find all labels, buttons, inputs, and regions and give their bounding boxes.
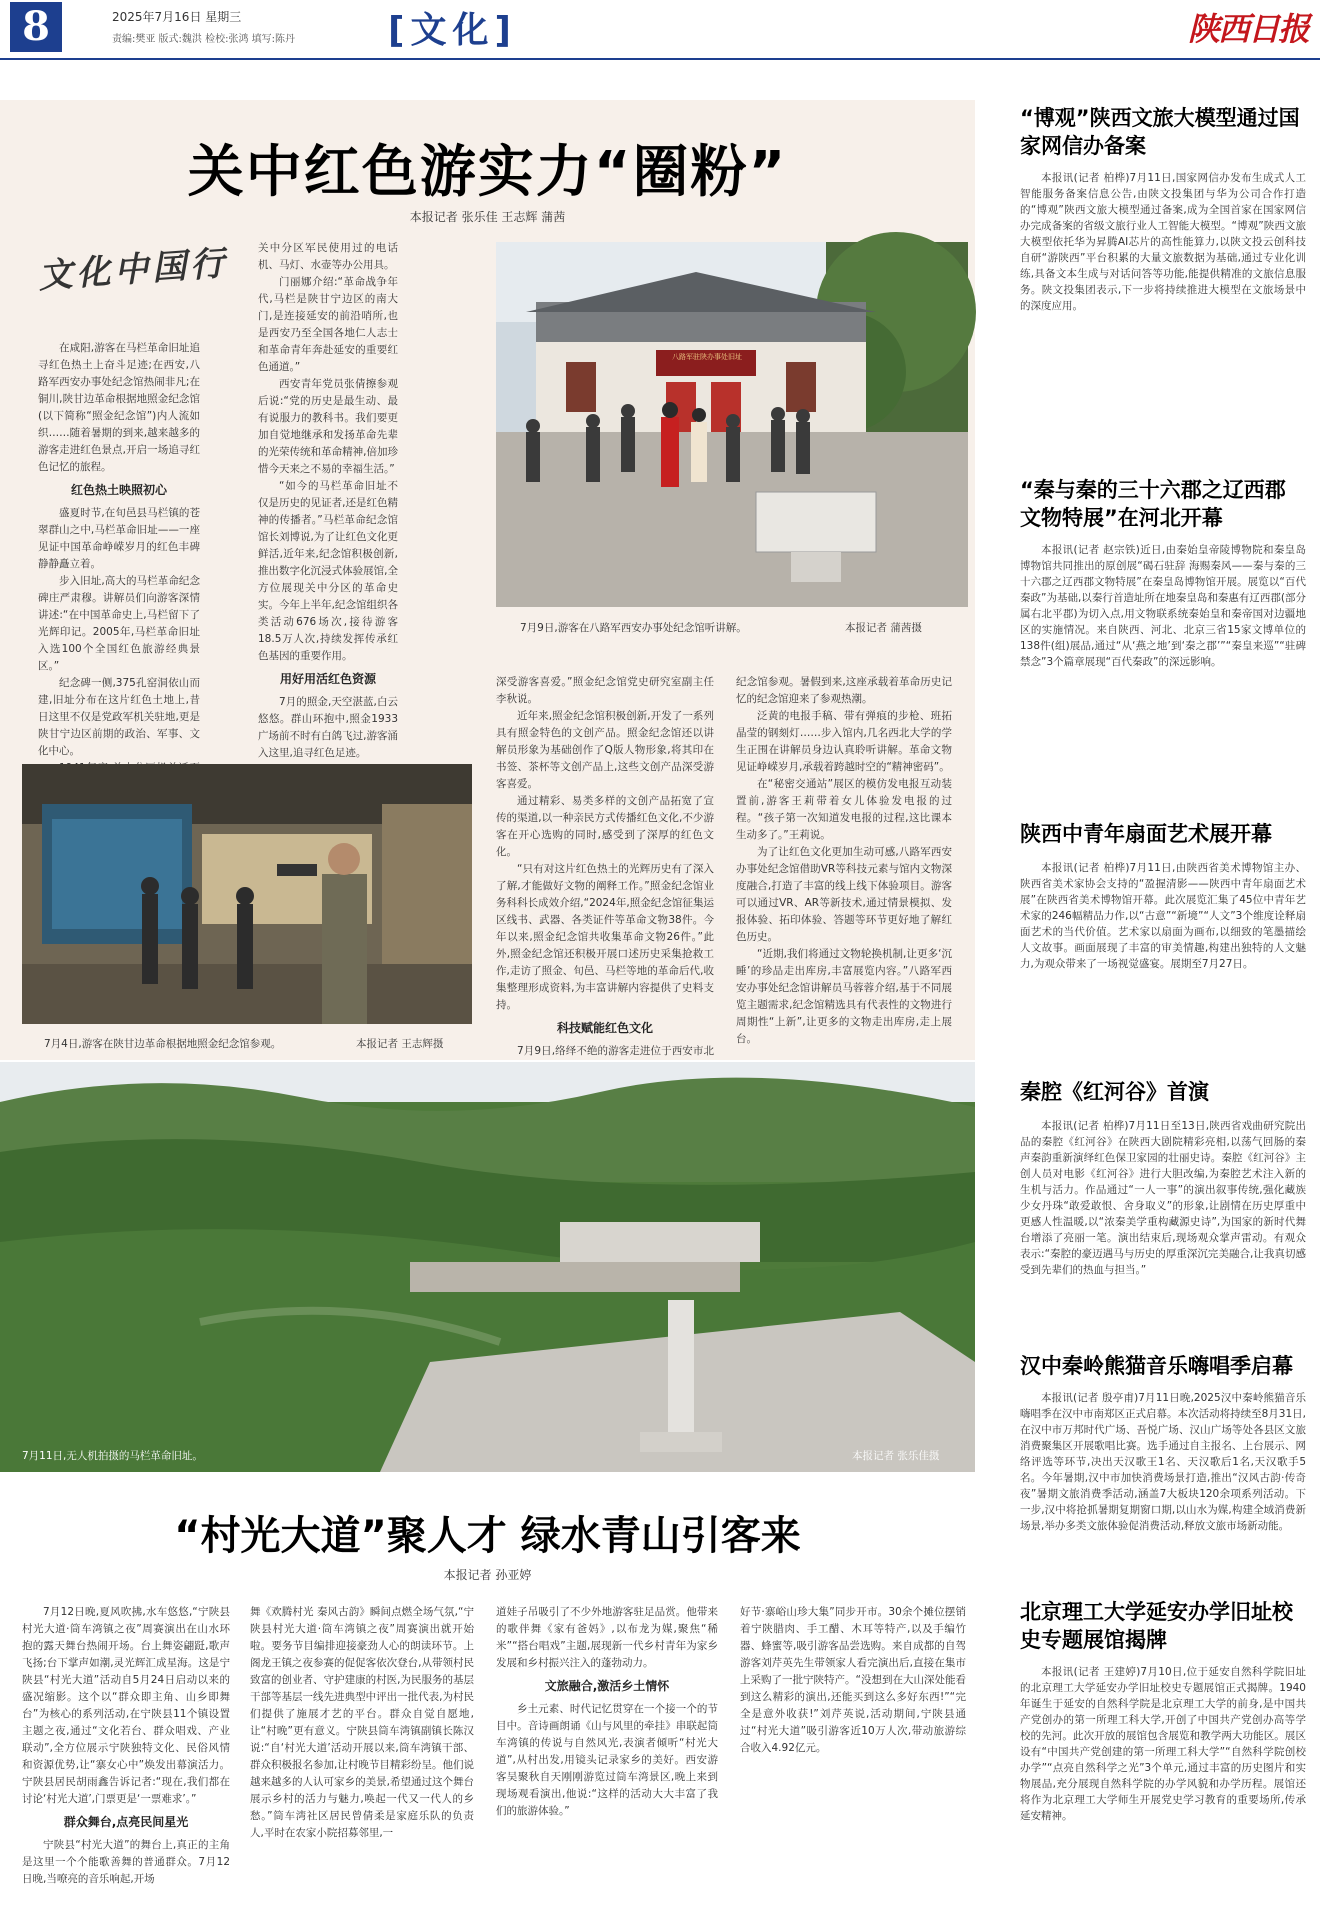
paragraph: 在“秘密交通站”展区的模仿发电报互动装置前,游客王莉带着女儿体验发电报的过程。“孩子第一次知道发电报的过程,这比课本生动多了。”王莉说。 [736, 778, 952, 841]
sidebar-story [1020, 1352, 1306, 1602]
sidebar-story-title: 北京理工大学延安办学旧址校史专题展馆揭牌 [1020, 1600, 1293, 1652]
paragraph: 近年来,照金纪念馆积极创新,开发了一系列具有照金特色的文创产品。照金纪念馆还以讲解员形象为基础创作了Q版人物形象,将其印在书签、茶杯等文创产品上,这些文创产品深受游客喜爱。 [496, 710, 714, 790]
sidebar-story [1020, 820, 1306, 1076]
paragraph: 道娃子吊吸引了不少外地游客驻足品赏。他带来的歌伴舞《家有爸妈》,以布龙为媒,聚焦“稀米”“搭台唱戏”主题,展现新一代乡村青年为家乡发展和乡村振兴注入的蓬勃动力。 [496, 1606, 718, 1669]
paragraph: 通过精彩、易类多样的文创产品拓宽了宣传的渠道,以一种亲民方式传播红色文化,不少游客在开心选购的同时,感受到了深厚的红色文化。 [496, 795, 714, 858]
page-number: 8 [10, 2, 62, 52]
paragraph: 7月12日晚,夏风吹拂,水车悠悠,“宁陕县村光大道·筒车湾镇之夜”周赛演出在山水环抱的露天舞台热闹开场。台上舞姿翩跹,歌声飞扬;台下掌声如潮,灵光辉汇成星海。这是宁陕县“村光大道”活动自5月24日启动以来的盛况缩影。这个以“群众即主角、山乡即舞台”为核心的系列活动,在宁陕县11个镇设置主题之夜,通过“文化若台、群众唱戏、产业联动”,全方位展示宁陕独特文化、民俗风情和资源优势,让“寨女心中”焕发出幕演活力。宁陕县居民胡雨鑫告诉记者:“现在,我们都在讨论‘村光大道’,门票更是‘一票难求’。” [22, 1606, 230, 1805]
editor-credits: 责编:樊亚 版式:魏洪 检校:张鸿 填写:陈丹 [112, 34, 296, 45]
photo1-credit: 本报记者 蒲茜摄 [845, 622, 922, 634]
paragraph: 7月9日,络绎不绝的游客走进位于西安市北 [517, 1045, 714, 1057]
sidebar-story-body: 本报讯(记者 王建婷)7月10日,位于延安自然科学院旧址的北京理工大学延安办学旧址校史专题展馆正式揭牌。1940年诞生于延安的自然科学院是北京理工大学的前身,是中国共产党创办的第一所理工科大学,开创了中国共产党创办高等学校的先河。此次开放的展馆包含展览和教学两大功能区。展区设有“中国共产党创建的第一所理工科大学”“自然科学院创校办学”“点亮自然科学之光”3个单元,通过丰富的历史图片和实物展品,充分展现自然科学院的办学风貌和办学历程。展馆还将作为北京理工大学师生开展党史学习教育的重要场所,传承延安精神。 [1020, 1666, 1306, 1822]
paragraph: 纪念碑一侧,375孔窑洞依山而建,旧址分布在这片红色土地上,昔日这里不仅是党政军机关驻地,更是陕甘宁边区前期的政治、军事、文化中心。 [38, 677, 200, 757]
article2-column-1 [22, 1604, 230, 1912]
paragraph: “如今的马栏革命旧址不仅是历史的见证者,还是红色精神的传播者。”马栏革命纪念馆馆长刘博说,为了让红色文化更鲜活,近年来,纪念馆积极创新,推出数字化沉浸式体验展馆,全方位展现关中分区的革命史实。今年上半年,纪念馆组织各类活动676场次,接待游客18.5万人次,持续发挥传承红色基因的重要作用。 [258, 480, 398, 662]
sidebar-story [1020, 104, 1306, 410]
sidebar-story-title: “秦与秦的三十六郡之辽西郡文物特展”在河北开幕 [1020, 478, 1286, 530]
sidebar-story-title: 汉中秦岭熊猫音乐嗨唱季启幕 [1020, 1354, 1293, 1378]
article2-column-2 [250, 1604, 474, 1912]
sidebar-story-title: “博观”陕西文旅大模型通过国家网信办备案 [1020, 106, 1300, 158]
subheading: 文旅融合,激活乡土情怀 [544, 1679, 670, 1693]
paragraph: 在咸阳,游客在马栏革命旧址追寻红色热土上奋斗足迹;在西安,八路军西安办事处纪念馆热闹非凡;在铜川,陕甘边革命根据地照金纪念馆(以下简称“照金纪念馆”)内人流如织……随着暑期的到来,越来越多的游客走进红色景点,开启一场追寻红色记忆的旅程。 [38, 342, 200, 473]
subheading: 红色热土映照初心 [70, 483, 167, 497]
article1-column-2 [258, 240, 398, 759]
paragraph: 舞《欢腾村光 秦风古韵》瞬间点燃全场气氛,“宁陕县村光大道·筒车湾镇之夜”周赛演出就开始啦。要务节目编排迎接豪劲人心的朗读环节。上阁龙王镇之夜参赛的促促客依次登台,从带领村民致富的创业者、守护建康的村医,为民服务的基层干部等基层一线先进典型中评出一批代表,为村民们提供了施展才艺的平台。群众自觉自愿地,让“村晚”更有意义。宁陕县筒车湾镇副镇长陈汉说:“自‘村光大道’活动开展以来,筒车湾镇干部、群众积极报名参加,让村晚节目精彩纷呈。他们说越来越多的人认可家乡的美景,希望通过这个舞台展示乡村的活力与魅力,唤起一代又一代人的乡愁。”筒车湾社区居民曾倩柔是家庭乐队的负责人,平时在农家小院招募邻里,一 [250, 1606, 474, 1839]
subheading: 群众舞台,点亮民间星光 [63, 1815, 189, 1829]
sidebar-story [1020, 476, 1306, 788]
sidebar-story [1020, 1078, 1306, 1342]
article2-headline: “村光大道”聚人才 绿水青山引客来 [174, 1513, 801, 1559]
sidebar-story-title: 陕西中青年扇面艺术展开幕 [1020, 822, 1272, 846]
sidebar-story-body: 本报讯(记者 殷亭甫)7月11日晚,2025汉中秦岭熊猫音乐嗨唱季在汉中市南郑区正式启幕。本次活动将持续至8月31日,在汉中市万邦时代广场、吾悦广场、汉山广场等处各县区文旅消费聚集区开展歌唱比赛。选手通过自主报名、上台展示、网络评选等环节,决出天汉歌王1名、天汉歌后1名,天汉歌手5名。今年暑期,汉中市加快消费场景打造,推出“汉风古韵·传奇夜”暑期文旅消费季活动,涵盖7大板块120余项系列活动。下一步,汉中将抢抓暑期复期窗口期,以山水为媒,构建全域消费新场景,举办多类文旅体验促消费活动,释放文旅市场新动能。 [1020, 1392, 1306, 1532]
article2-column-3 [496, 1604, 718, 1912]
subheading: 用好用活红色资源 [279, 672, 376, 686]
paragraph: 步入旧址,高大的马栏革命纪念碑庄严肃穆。讲解员们向游客深情讲述:“在中国革命史上,马栏留下了光辉印记。2005年,马栏革命旧址入选100个全国红色旅游经典景区。” [38, 575, 200, 672]
article1-headline: 关中红色游实力“圈粉” [187, 140, 788, 205]
photo-museum-interior [22, 764, 472, 1024]
photo2-credit: 本报记者 王志辉摄 [356, 1038, 444, 1050]
paragraph: 纪念馆参观。暑假到来,这座承载着革命历史记忆的纪念馆迎来了参观热潮。 [736, 676, 952, 705]
paragraph: 关中分区军民使用过的电话机、马灯、水壶等办公用具。 [258, 242, 398, 271]
paper-logo: 陕西日报 [1188, 10, 1309, 48]
paragraph: 7月的照金,天空湛蓝,白云悠悠。群山环抱中,照金1933广场前不时有白鸽飞过,游客涌入这里,追寻红色足迹。 [258, 696, 398, 759]
paragraph: 西安青年党员张倩擦参观后说:“党的历史是最生动、最有说服力的教科书。我们要更加自觉地继承和发扬革命先辈的光荣传统和革命精神,倍加珍惜今天来之不易的幸福生活。” [258, 378, 398, 475]
photo-aerial-landscape [0, 1062, 975, 1472]
photo2-caption: 7月4日,游客在陕甘边革命根据地照金纪念馆参观。 [44, 1038, 282, 1050]
paragraph: 泛黄的电报手稿、带有弹痕的步枪、班拓晶莹的钢刻灯……步入馆内,几名西北大学的学生正围在讲解员身边认真聆听讲解。革命文物见证峥嵘岁月,承载着跨越时空的“精神密码”。 [736, 710, 952, 773]
sidebar-story-body: 本报讯(记者 赵宗铁)近日,由秦始皇帝陵博物院和秦皇岛博物馆共同推出的原创展“碣石驻辞 海赐秦风——秦与秦的三十六郡之辽西郡文物特展”在秦皇岛博物馆开展。展览以“百代秦政”为基础,以秦行首造址所在地秦皇岛和秦惠有辽西郡(部分属右北平郡)为切入点,用文物联系统秦始皇和秦帝国对边疆地区的实施情况。来自陕西、河北、北京三省15家文博单位的138件(组)展品,通过“从‘燕之地’到‘秦之郡’”“秦皇来巡”“驻碑禁念”3个篇章展现“百代秦政”的深远影响。 [1020, 544, 1306, 668]
paragraph: 盛夏时节,在旬邑县马栏镇的苍翠群山之中,马栏革命旧址——一座见证中国革命峥嵘岁月的红色丰碑静静矗立着。 [38, 507, 200, 570]
paragraph: 为了让红色文化更加生动可感,八路军西安办事处纪念馆借助VR等科技元素与馆内文物深度融合,打造了丰富的线上线下体验项目。游客可以通过VR、AR等新技术,通过情景模拟、发报体验、拓印体验、答题等环节更好地了解红色历史。 [736, 846, 952, 943]
photo3-credit: 本报记者 张乐佳摄 [852, 1450, 940, 1462]
paragraph: “只有对这片红色热土的光辉历史有了深入了解,才能做好文物的阐释工作。”照金纪念馆业务科科长成效介绍,“2024年,照金纪念馆征集运区线书、武器、各类证件等革命文物38件。今年以来,照金纪念馆共收集革命文物26件。”此外,照金纪念馆还积极开展口述历史采集抢救工作,走访了照金、旬邑、马栏等地的革命后代,收集整理形成资料,为丰富讲解内容提供了史料支持。 [496, 863, 714, 1011]
article1-column-4 [736, 674, 952, 1044]
subheading: 科技赋能红色文化 [556, 1021, 653, 1035]
article2-column-4 [740, 1604, 966, 1912]
article1-column-3 [496, 674, 714, 1057]
issue-date: 2025年7月16日 星期三 [112, 10, 242, 24]
sidebar-story-body: 本报讯(记者 柏桦)7月11日至13日,陕西省戏曲研究院出品的秦腔《红河谷》在陕西大剧院精彩亮相,以荡气回肠的秦声秦韵重新演绎红色保卫家园的壮丽史诗。秦腔《红河谷》主创人员对电影《红河谷》进行大胆改编,为秦腔艺术注入新的生机与活力。作品通过“一人一事”的演出叙事传统,强化藏族少女丹珠“敢爱敢恨、舍身取义”的形象,让剧情在历史厚重中更感人性温暖,以“浓秦美学重构藏源史诗”,为国家的新时代舞台增添了亮丽一笔。演出结束后,现场观众掌声雷动。有观众表示:“秦腔的豪迈遇马与历史的厚重深沉完美融合,让我真切感受到先辈们的热血与担当。” [1020, 1120, 1306, 1276]
paragraph: 门丽娜介绍:“革命战争年代,马栏是陕甘宁边区的南大门,是连接延安的前沿哨所,也是西安乃至全国各地仁人志士和革命青年奔赴延安的重要红色通道。” [258, 276, 398, 373]
photo1-caption: 7月9日,游客在八路军西安办事处纪念馆听讲解。 [520, 622, 747, 634]
paragraph: “近期,我们将通过文物轮换机制,让更多‘沉睡’的珍品走出库房,丰富展览内容。”八路军西安办事处纪念馆讲解员马蓉蓉介绍,基于不同展览主题需求,纪念馆精选具有代表性的文物进行周期性“上新”,让更多的文物走出库房,走上展台。 [736, 948, 952, 1045]
photo-memorial-hall [496, 242, 968, 607]
paragraph: 深受游客喜爱。”照金纪念馆党史研究室副主任李秋说。 [496, 676, 714, 705]
section-title: [文化] [388, 10, 517, 51]
sidebar-story-body: 本报讯(记者 柏桦)7月11日,由陕西省美术博物馆主办、陕西省美术家协会支持的“盈握清影——陕西中青年扇面艺术展”在陕西省美术博物馆开幕。此次展览汇集了45位中青年艺术家的246幅精品力作,以“古意”“新境”“人文”3个维度诠释扇面艺术的当代价值。艺术家以扇面为画布,以细致的笔墨描绘人文故事。画面展现了丰富的审美情趣,构建出独特的人文魅力,为观众带来了一场视觉盛宴。展期至7月27日。 [1020, 862, 1306, 970]
column-logo: 文化中国行 [37, 243, 230, 297]
article1-column-1 [38, 340, 200, 757]
article2-byline: 本报记者 孙亚婷 [443, 1568, 532, 1582]
paragraph: 好节·寨峪山珍大集”同步开市。30余个摊位摆销着宁陕腊肉、手工醋、木耳等特产,以及手编竹器、蜂蜜等,吸引游客品尝选购。来自成都的自驾游客刘芹英先生带领家人看完演出后,直接在集市上采购了一批宁陕特产。“没想到在大山深处能看到这么精彩的演出,还能买到这么多好东西!”“完全是意外收获!”刘芹英说,活动期间,宁陕县通过“村光大道”吸引游客近10万人次,带动旅游综合收入4.92亿元。 [740, 1606, 966, 1754]
sidebar-story-body: 本报讯(记者 柏桦)7月11日,国家网信办发布生成式人工智能服务备案信息公告,由陕文投集团与华为公司合作打造的“博观”陕西文旅大模型通过备案,成为全国首家在国家网信办完成备案的省级文旅行业人工智能大模型。“博观”陕西文旅大模型依托华为昇腾AI芯片的高性能算力,以陕文投云创科技自研“游陕西”平台积累的大量文旅数据为基础,通过专业化训练,具备文本生成与对话问答等功能,能提供精准的文旅信息服务。陕文投集团表示,下一步将持续推进大模型在文旅场景中的深度应用。 [1020, 172, 1306, 312]
sidebar-story-title: 秦腔《红河谷》首演 [1020, 1080, 1209, 1104]
paragraph: 乡土元素、时代记忆贯穿在一个接一个的节目中。音诗画朗诵《山与风里的牵挂》串联起筒车湾镇的传说与自然风光,表演者倾听“村光大道”,从村出发,用镜头记录家乡的美好。西安游客吴聚秋自天刚刚游览过筒车湾景区,晚上来到现场观看演出,他说:“这样的活动大大丰富了我们的旅游体验。” [496, 1703, 718, 1817]
article1-byline: 本报记者 张乐佳 王志辉 蒲茜 [409, 210, 566, 224]
photo3-caption: 7月11日,无人机拍摄的马栏革命旧址。 [22, 1450, 203, 1462]
paragraph: 宁陕县“村光大道”的舞台上,真正的主角是这里一个个能歌善舞的普通群众。7月12日晚,当嘹亮的音乐响起,开场 [22, 1839, 230, 1885]
sidebar-story [1020, 1598, 1306, 1900]
memorial-plaque: 八路军驻陕办事处旧址 [672, 353, 742, 361]
